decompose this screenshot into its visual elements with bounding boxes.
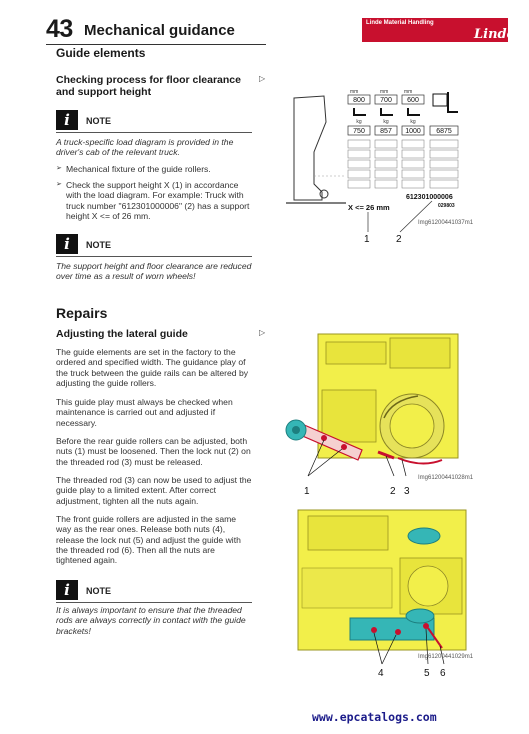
checking-heading: Checking process for floor clearance and support height	[56, 74, 241, 98]
fork-icon	[381, 108, 393, 115]
arrow-icon: ▷	[259, 328, 266, 337]
paragraph: This guide play must always be checked when maintenance is carried out and adjusted if necessary.	[56, 397, 233, 428]
arrow-icon: ▷	[259, 74, 266, 83]
motor-cap	[408, 566, 448, 606]
load-table-grid	[348, 140, 458, 188]
note-block-1	[56, 110, 256, 130]
callout-number: 2	[396, 234, 402, 245]
figure-id: Img61200441029m1	[418, 654, 474, 660]
leader-line	[400, 201, 432, 232]
truck-outline	[294, 96, 326, 200]
note-text-1: A truck-specific load diagram is provided in the driver's cab of the relevant truck.	[56, 137, 234, 158]
frame-block	[302, 568, 392, 608]
callout-number: 1	[304, 486, 310, 497]
divider	[56, 132, 252, 133]
nut-marker	[395, 629, 401, 635]
paragraph: Before the rear guide rollers can be adjusted, both nuts (1) must be loosened. Then the lock nut (2) on the threaded rod (3) must be released.	[56, 436, 251, 467]
section-number: 43	[46, 15, 73, 43]
callout-number: 6	[440, 668, 446, 679]
footer-url[interactable]: www.epcatalogs.com	[312, 710, 437, 724]
info-icon: i	[56, 234, 78, 254]
note-label: NOTE	[86, 586, 112, 596]
note-block-2	[56, 234, 256, 254]
paragraph: The threaded rod (3) can now be used to adjust the guide play to a limited extent. After correct adjustment, tighten all the nuts again.	[56, 475, 252, 506]
page-subtitle: Guide elements	[56, 46, 146, 60]
note-block-3	[56, 580, 256, 600]
paragraph: The front guide rollers are adjusted in the same way as the rear ones. Release both nuts (4), release the lock nut (5) and adjust the guide with the threaded rod (6). Then all the nuts are tightened again.	[56, 514, 241, 566]
load-value: 750	[353, 128, 365, 135]
header-rule	[46, 44, 266, 45]
load-value: 6875	[436, 128, 452, 135]
info-icon: i	[56, 110, 78, 130]
roller-axle	[292, 426, 300, 434]
load-icon	[433, 94, 447, 106]
frame-plate	[326, 342, 386, 364]
height-value: 700	[380, 97, 392, 104]
height-value: 600	[407, 97, 419, 104]
unit-label: mm	[350, 89, 359, 95]
frame-plate	[390, 338, 450, 368]
load-value: 857	[380, 128, 392, 135]
note-text-2: The support height and floor clearance are reduced over time as a result of worn wheels!	[56, 261, 252, 282]
wheel-icon	[320, 190, 328, 198]
unit-label: kg	[383, 119, 389, 125]
nut-marker	[371, 627, 377, 633]
frame-plate	[308, 516, 388, 550]
callout-number: 3	[404, 486, 410, 497]
note-label: NOTE	[86, 116, 112, 126]
info-icon: i	[56, 580, 78, 600]
divider	[56, 602, 252, 603]
lateral-guide-heading: Adjusting the lateral guide	[56, 328, 188, 340]
section-title: Mechanical guidance	[84, 22, 235, 39]
callout-number: 5	[424, 668, 430, 679]
truck-number: 612301000006	[406, 194, 453, 201]
figure-id: Img61200441037m1	[418, 220, 474, 226]
frame-block	[322, 390, 376, 442]
unit-label: kg	[356, 119, 362, 125]
note-label: NOTE	[86, 240, 112, 250]
repairs-heading: Repairs	[56, 305, 108, 321]
linde-logo: Linde	[474, 27, 515, 42]
paragraph: The guide elements are set in the factory to the ordered and specified width. The guidance play of the truck between the guide rails can be altered by adjusting the guide rollers.	[56, 347, 249, 388]
unit-label: kg	[410, 119, 416, 125]
brand-tagline: Linde Material Handling	[366, 20, 434, 26]
bullet-item-1: ➢ Mechanical fixture of the guide rollers.	[56, 164, 252, 174]
fork-icon	[354, 108, 366, 115]
support-height-label: X <= 26 mm	[348, 203, 390, 212]
guide-roller	[408, 528, 440, 544]
small-code: 029803	[438, 203, 455, 209]
callout-number: 1	[364, 234, 370, 245]
load-diagram-figure	[286, 82, 482, 254]
note-text-3: It is always important to ensure that the threaded rods are always correctly in contact with the guide brackets!	[56, 605, 246, 636]
unit-label: mm	[380, 89, 389, 95]
fork-icon	[448, 92, 458, 112]
height-value: 800	[353, 97, 365, 104]
callout-number: 4	[378, 668, 384, 679]
callout-number: 2	[390, 486, 396, 497]
guide-roller	[406, 609, 434, 623]
bullet-item-2: ➢ Check the support height X (1) in accordance with the load diagram. For example: Truck with truck number "612301000006" (2) has a support height X <= of 26 mm.	[56, 180, 252, 221]
wheel-hub	[390, 404, 434, 448]
figure-id: Img61200441028m1	[418, 475, 474, 481]
fork-icon	[408, 108, 420, 115]
page-header	[46, 15, 515, 43]
divider	[56, 256, 252, 257]
unit-label: mm	[404, 89, 413, 95]
load-value: 1000	[405, 128, 421, 135]
